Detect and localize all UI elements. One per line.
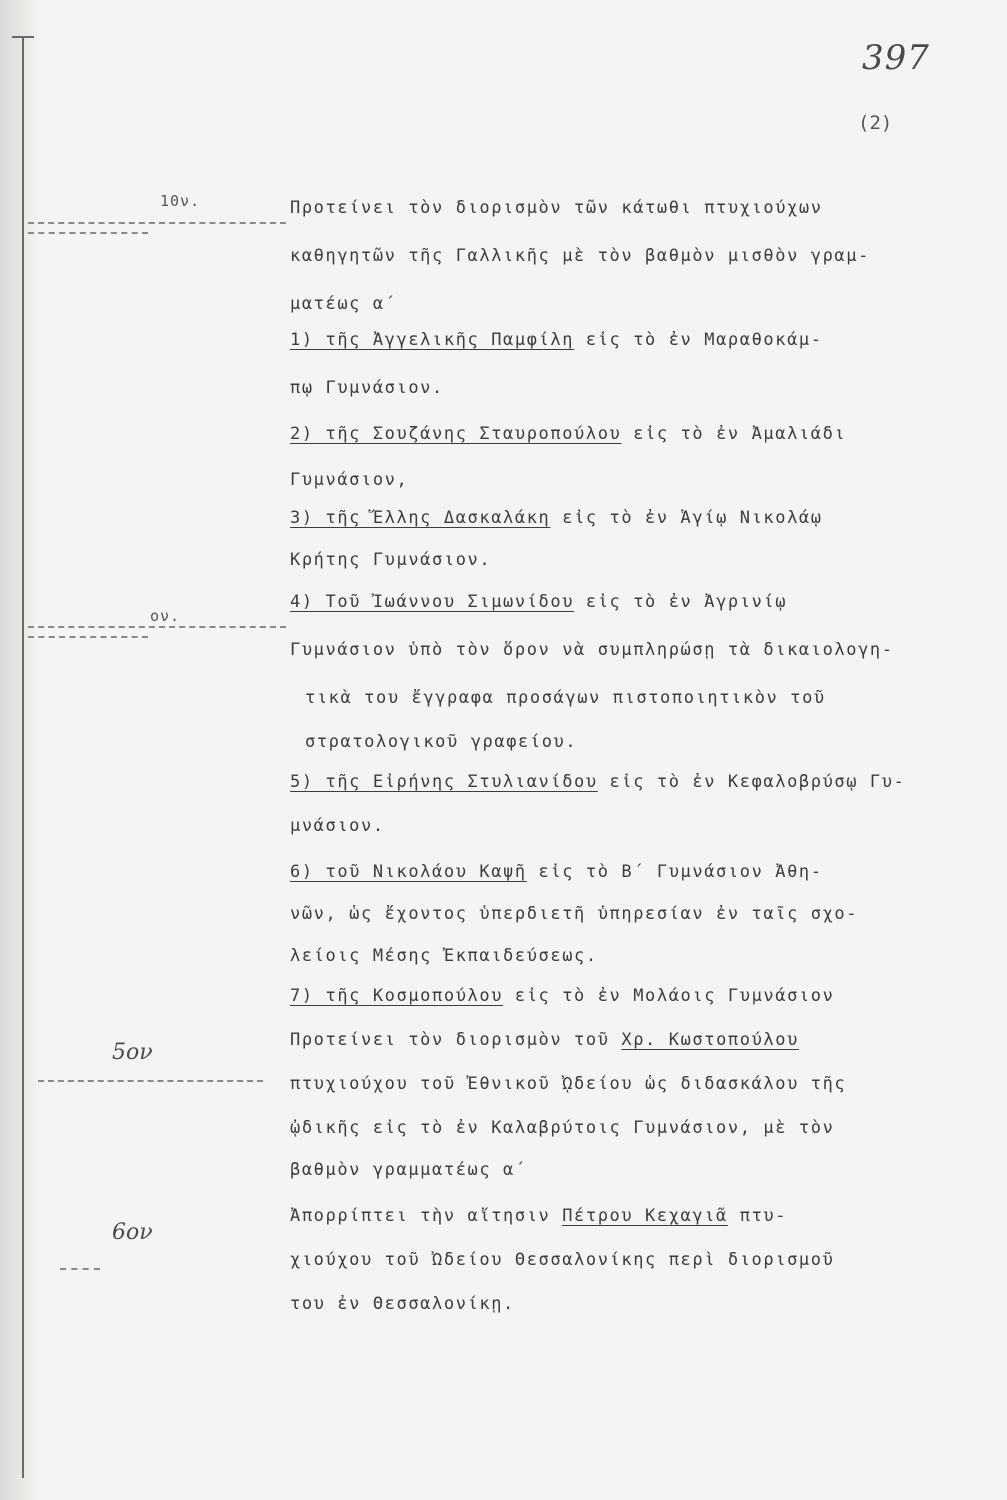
text-line: Προτείνει τὸν διορισμὸν τῶν κάτωθι πτυχιούχων (290, 198, 823, 218)
text-line: ματέως α΄ (290, 294, 397, 314)
appointee-name: 6) τοῦ Νικολάου Καψῆ (290, 862, 527, 882)
margin-rule (22, 38, 24, 1478)
appointee-name: 4) Τοῦ Ἰωάννου Σιμωνίδου (290, 592, 575, 612)
appointee-name: 2) τῆς Σουζάνης Σταυροπούλου (290, 424, 622, 444)
text-line: 5) τῆς Εἰρήνης Στυλιανίδου εἰς τὸ ἐν Κεφαλοβρύσῳ Γυ- (290, 772, 906, 792)
margin-item-6: 6ον (112, 1220, 153, 1245)
margin-item-10: 10ν. (160, 192, 201, 210)
appointee-name: 3) τῆς Ἕλλης Δασκαλάκη (290, 508, 551, 528)
appointee-name: Χρ. Κωστοπούλου (621, 1030, 799, 1050)
margin-item-11: ον. (150, 607, 181, 625)
text-line: Προτείνει τὸν διορισμὸν τοῦ Χρ. Κωστοπούλου (290, 1030, 799, 1050)
margin-dash-rule (28, 232, 148, 234)
margin-dash-rule (28, 222, 286, 224)
text-line: μνάσιον. (290, 816, 385, 836)
text-line: 6) τοῦ Νικολάου Καψῆ εἰς τὸ Β΄ Γυμνάσιον Ἀθη- (290, 862, 823, 882)
appointee-name: 1) τῆς Ἀγγελικῆς Παμφίλη (290, 330, 575, 350)
sheet-label: (2) (858, 112, 893, 134)
text-line: 2) τῆς Σουζάνης Σταυροπούλου εἰς τὸ ἐν Ἀμαλιάδι (290, 424, 847, 444)
text-line: Ἀπορρίπτει τὴν αἴτησιν Πέτρου Κεχαγιᾶ πτυ- (290, 1206, 788, 1226)
margin-dash-rule (38, 1080, 263, 1082)
page-number: 397 (862, 38, 930, 78)
text-line: χιούχου τοῦ Ὠδείου Θεσσαλονίκης περὶ διορισμοῦ (290, 1250, 835, 1270)
text-line: 7) τῆς Κοσμοπούλου εἰς τὸ ἐν Μολάοις Γυμνάσιον (290, 986, 835, 1006)
text-line: στρατολογικοῦ γραφείου. (305, 732, 578, 752)
text-line: νῶν, ὡς ἔχοντος ὑπερδιετῆ ὑπηρεσίαν ἐν ταῖς σχο- (290, 904, 859, 924)
text-line: τικὰ του ἔγγραφα προσάγων πιστοποιητικὸν τοῦ (305, 688, 826, 708)
text-line: λείοις Μέσης Ἐκπαιδεύσεως. (290, 946, 598, 966)
appointee-name: 7) τῆς Κοσμοπούλου (290, 986, 504, 1006)
text-line: 3) τῆς Ἕλλης Δασκαλάκη εἰς τὸ ἐν Ἁγίῳ Νικολάῳ (290, 508, 823, 528)
text-line: Κρήτης Γυμνάσιον. (290, 550, 492, 570)
text-line: πῳ Γυμνάσιον. (290, 378, 444, 398)
margin-rule-top (12, 36, 34, 38)
text-line: πτυχιούχου τοῦ Ἐθνικοῦ ᾨδείου ὡς διδασκάλου τῆς (290, 1074, 847, 1094)
margin-dash-rule (28, 626, 286, 628)
margin-dash-rule (28, 636, 148, 638)
margin-item-5: 5ον (112, 1040, 153, 1065)
scan-page-edge (0, 0, 40, 1500)
text-line: καθηγητῶν τῆς Γαλλικῆς μὲ τὸν βαθμὸν μισθὸν γραμ- (290, 246, 870, 266)
text-line: του ἐν Θεσσαλονίκῃ. (290, 1294, 515, 1314)
text-line: ᾠδικῆς εἰς τὸ ἐν Καλαβρύτοις Γυμνάσιον, μὲ τὸν (290, 1118, 835, 1138)
text-line: βαθμὸν γραμματέως α΄ (290, 1160, 527, 1180)
margin-dash-rule (60, 1268, 100, 1270)
text-line: Γυμνάσιον ὑπὸ τὸν ὅρον νὰ συμπληρώσῃ τὰ δικαιολογη- (290, 640, 894, 660)
text-line: 4) Τοῦ Ἰωάννου Σιμωνίδου εἰς τὸ ἐν Ἀγρινίῳ (290, 592, 788, 612)
text-line: 1) τῆς Ἀγγελικῆς Παμφίλη εἰς τὸ ἐν Μαραθοκάμ- (290, 330, 823, 350)
applicant-name: Πέτρου Κεχαγιᾶ (562, 1206, 728, 1226)
text-line: Γυμνάσιον, (290, 470, 409, 490)
appointee-name: 5) τῆς Εἰρήνης Στυλιανίδου (290, 772, 598, 792)
